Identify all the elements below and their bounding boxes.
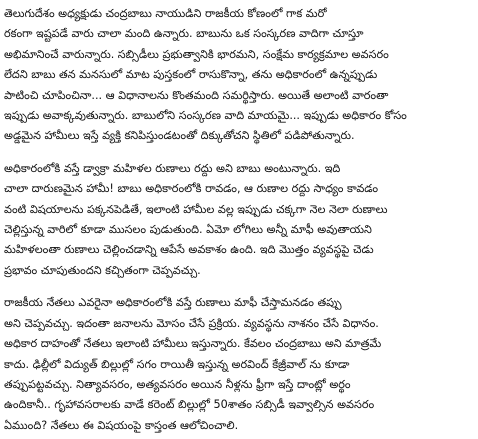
text-line: పాటించి చూపించినా... ఆ విధానాలను కొంతమంది సమర్థిస్తారు. అయితే అలాంటి వారంతా	[4, 88, 389, 102]
text-line: ప్రభావం చూపుతుందని కచ్చితంగా చెప్పవచ్చు.	[4, 263, 201, 277]
text-line: అధికార దాహంతో నేతలు ఇలాంటి హామీలు ఇస్తున్నారు. కేవలం చంద్రబాబు అని మాత్రమే	[4, 337, 382, 351]
text-line: రకంగా ఇష్టపడే వారు చాలా మంది ఉన్నారు. బాబును ఒక సంస్కరణ వాదిగా చూస్తూ	[4, 27, 364, 41]
text-line: కాదు. ఢిల్లీలో విద్యుత్ బిల్లుల్లో సగం రాయితీ ఇస్తున్న అరవింద్ కేజ్రీవాల్ ను కూడా	[4, 357, 350, 371]
text-line: చాలా దారుణమైన హామీ! బాబు అధికారంలోకి రావడం, ఆ రుణాల రద్దు సాధ్యం కావడం	[4, 182, 379, 196]
text-line: అని చెప్పవచ్చు. ఇదంతా జనాలను మోసం చేసే ప్రక్రియ. వ్యవస్థను నాశనం చేసే విధానం.	[4, 316, 379, 330]
text-line: చెల్లిస్తున్న వారిలో కూడా ముసలం పుడుతుంది. ఏమో లోగిలు అన్నీ మాఫీ అవుతాయని	[4, 223, 372, 237]
text-line: ఉందికానీ.. గృహావసరాలకు వాడే కరెంట్ బిల్లుల్లో 50శాతం సబ్సిడీ ఇవ్వాల్సిన అవసరం	[4, 398, 375, 412]
text-line: తెలుగుదేశం అధ్యక్షుడు చంద్రబాబు నాయుడిని రాజకీయ కోణంలో గాక మరో	[4, 7, 327, 20]
text-line: అధికారంలోకి వస్తే డ్వాక్రా మహిళల రుణాలు రద్దు అని బాబు అంటున్నారు. ఇది	[4, 161, 341, 175]
article-paragraph-2	[4, 159, 474, 281]
text-line: ఇప్పుడు అవాక్కవుతున్నారు. బాబులోని సంస్కరణ వాది మాయమై... ఇప్పుడు అధికారం కోసం	[4, 109, 407, 123]
text-line: మహిళలంతా రుణాలు చెల్లించడాన్ని ఆపేసే అవకాశం ఉంది. ఇది మొత్తం వ్యవస్థపై చెడు	[4, 243, 374, 257]
text-line: రాజకీయ నేతలు ఎవరైనా అధికారంలోకి వస్తే రుణాలు మాఫీ చేస్తామనడం తప్పు	[4, 296, 342, 310]
article-paragraph-1	[4, 4, 474, 147]
text-line: తప్పుపట్టవచ్చు. నిత్యావసరం, అత్యవసరం అయిన నీళ్లను ఫ్రీగా ఇస్తే దాంట్లో అర్థం	[4, 377, 351, 391]
paragraph-gap	[4, 147, 474, 159]
text-line: ఏముంది? నేతలు ఈ విషయంపై కాస్తంత ఆలోచించాలి.	[4, 418, 239, 432]
text-line: అభిమానించే వారున్నారు. సబ్సిడీలు ప్రభుత్వానికి భారమని, సంక్షేమ కార్యక్రమాల అవసరం	[4, 47, 389, 61]
article-paragraph-3	[4, 293, 474, 436]
text-line: అడ్డమైన హామీలు ఇస్తే వ్యక్తి కనిపిస్తుండటంతో దిక్కుతోచని స్థితిలో పడిపోతున్నారు.	[4, 129, 355, 143]
text-line: వంటి విషయాలను పక్కనపెడితే, ఇలాంటి హామీల వల్ల ఇప్పుడు చక్కగా నెల నెలా రుణాలు	[4, 202, 388, 216]
paragraph-gap	[4, 281, 474, 293]
text-line: లేదని బాబు తన మనసులో మాట పుస్తకంలో రాసుకొన్నా, తను అధికారంలో ఉన్నప్పుడు	[4, 68, 378, 82]
